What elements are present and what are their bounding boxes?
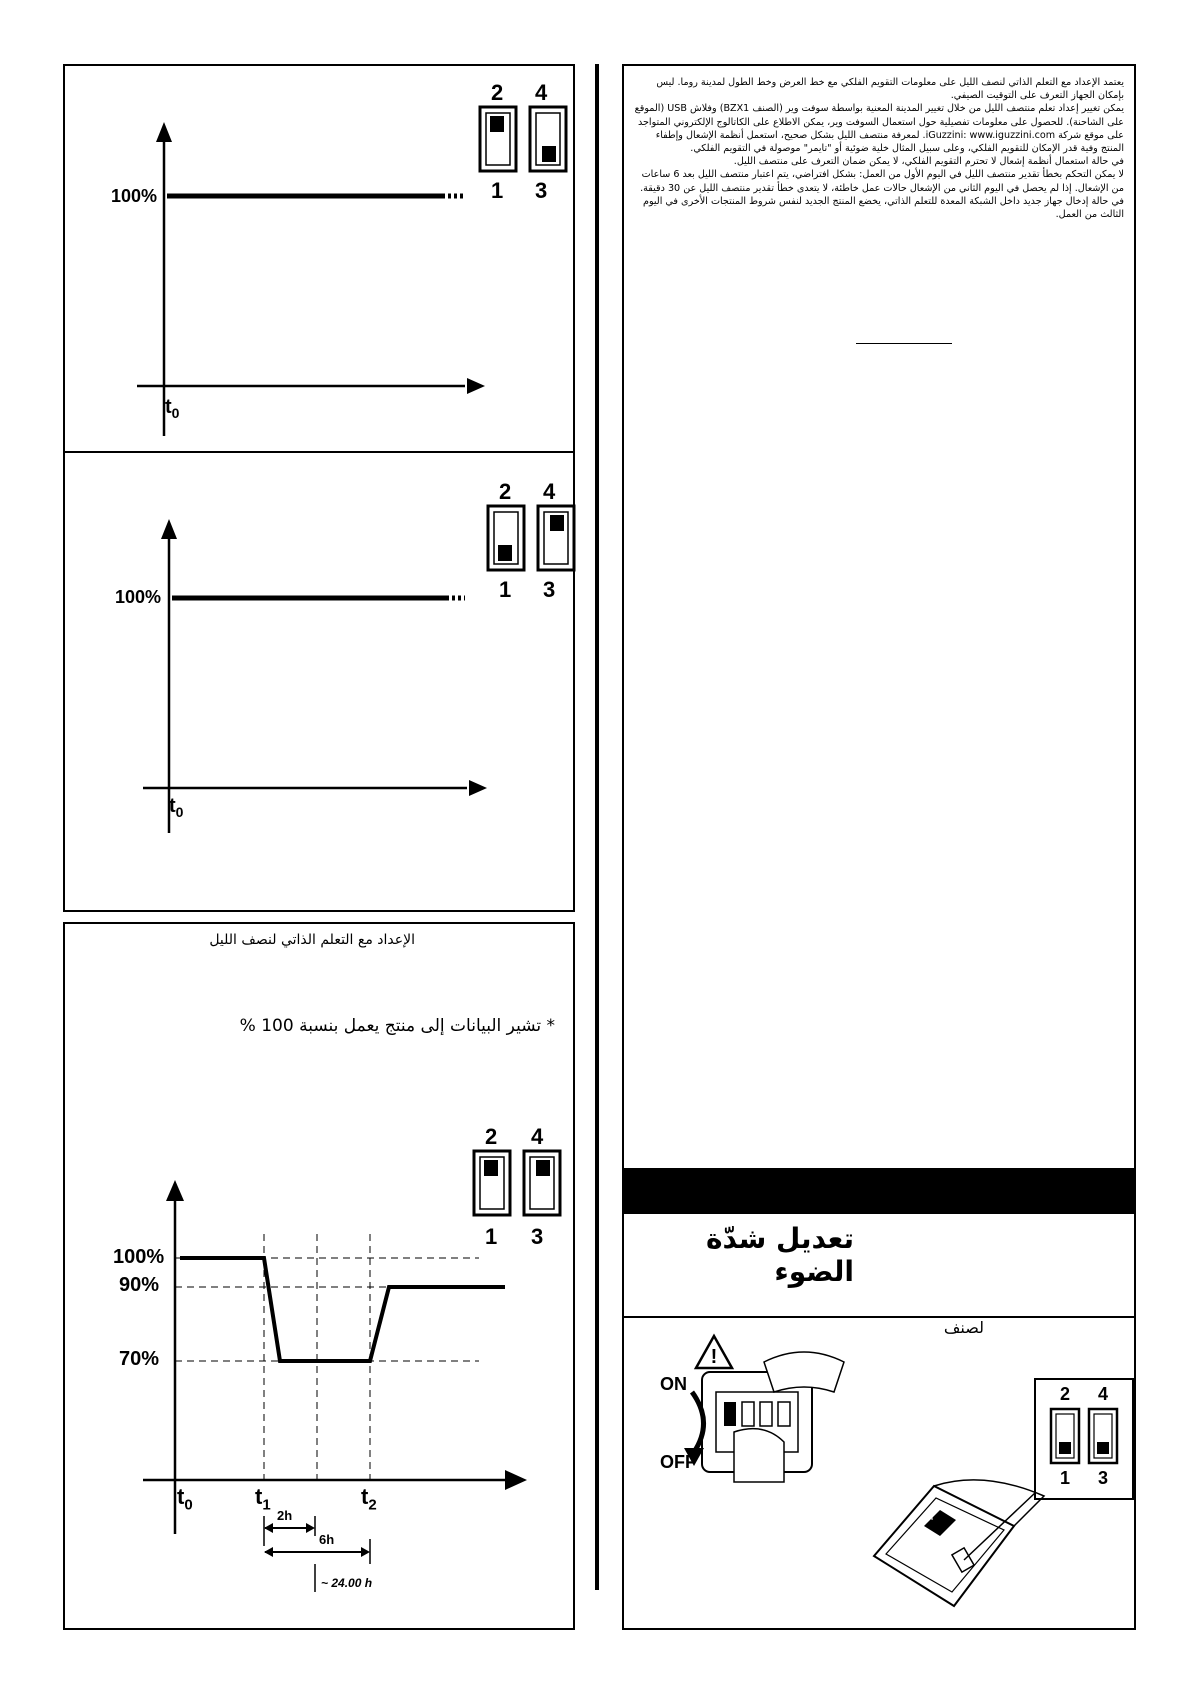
duration-24h: ~ 24.00 h	[321, 1576, 373, 1590]
dip-label-2: 2	[1060, 1384, 1071, 1404]
paragraph-2: يمكن تغيير إعداد تعلم منتصف الليل من خلال تغيير المدينة المعنية بواسطة سوفت وير (الصنف BZX1) وفلاش USB (الموقع على الشاحنة). للحصول على معلومات تفصيلية حول استعمال السوفت وير، يمكن الاطلاع على الكاتالوج الإلكتروني المتواجد على موقع شركة iGuzzini: www.iguzzini.com. لمعرفة منتصف الليل بشكل صحيح، استعمل أنظمة الإشعال وإطفاء المنتج وفية قدر الإمكان للتقويم الفلكي، وعلى سبيل المثال خلية ضوئية أو "تايمر" موصولة في التقويم الفلكي.	[634, 103, 1124, 155]
graph-panel-3	[63, 922, 575, 1630]
t0-label: $t_0$	[177, 1484, 193, 1514]
graph-3	[65, 924, 575, 1630]
module-text: H	[926, 1512, 934, 1523]
panel-title: الإعداد مع التعلم الذاتي لنصف الليل	[209, 932, 415, 948]
sub-label: لصنف	[943, 1318, 984, 1337]
t1-label: $t_1$	[255, 1484, 271, 1514]
y-label-90: 90%	[119, 1274, 160, 1296]
y-label-100: 100%	[113, 1246, 165, 1268]
dip-label-1: 1	[491, 178, 504, 203]
dip-label-1: 1	[1060, 1468, 1071, 1488]
dip-label-2: 2	[485, 1124, 498, 1149]
panel-note: * تشير البيانات إلى منتج يعمل بنسبة 100 %	[239, 1016, 555, 1036]
dip-label-1: 1	[485, 1224, 498, 1249]
graph-panel-1	[63, 64, 575, 453]
dip-label-2: 2	[491, 80, 504, 105]
svg-text:!: !	[710, 1346, 718, 1368]
dip-switch-graphic	[1050, 1408, 1120, 1466]
dip-label-3: 3	[531, 1224, 544, 1249]
y-label-70: 70%	[119, 1348, 160, 1370]
t0-label: $t_0$	[169, 795, 184, 820]
y-label-100: 100%	[115, 587, 162, 607]
t2-label: $t_2$	[361, 1484, 377, 1514]
dip-label-4: 4	[535, 80, 548, 105]
switch-on-label: ON	[660, 1374, 687, 1394]
graph-1	[65, 66, 575, 453]
t0-label: $t_0$	[165, 396, 180, 421]
section-bar	[622, 1168, 1136, 1214]
body-text	[634, 76, 1124, 221]
dip-label-4: 4	[531, 1124, 544, 1149]
dip-label-3: 3	[543, 577, 556, 602]
paragraph-4: لا يمكن التحكم بخطأ تقدير منتصف الليل في اليوم الأول من العمل: بشكل افتراضي، يتم اعتبار منتصف الليل بعد 6 ساعات من الإشعال. إذا لم يحصل في اليوم الثاني من الإشعال حالات عمل خاطئة، لا يتعدى خطأ تقدير منتصف الليل عن 30 دقيقة. في حالة إدخال جهاز جديد داخل الشبكة المعدة للتعلم الذاتي، يخضع المنتج الجديد لنفس شروط المنتجات الأخرى في اليوم الثالث من العمل.	[640, 169, 1124, 221]
paragraph-3: في حالة استعمال أنظمة إشعال لا تحترم التقويم الفلكي، لا يمكن ضمان التعرف على منتصف الليل.	[733, 156, 1124, 168]
dip-label-3: 3	[535, 178, 548, 203]
separator-line	[856, 343, 952, 344]
module-illustration	[864, 1466, 1064, 1626]
dip-label-1: 1	[499, 577, 512, 602]
graph-2	[65, 453, 575, 912]
device-panel	[622, 1316, 1136, 1630]
y-label-100: 100%	[111, 186, 158, 206]
duration-2h: 2h	[277, 1508, 293, 1523]
dip-label-4: 4	[1098, 1384, 1109, 1404]
section-heading: تعديل شدّة الضوء	[706, 1222, 854, 1288]
duration-6h: 6h	[319, 1532, 335, 1547]
paragraph-1: يعتمد الإعداد مع التعلم الذاتي لنصف الليل على معلومات التقويم الفلكي مع خط العرض وخط الطول لمدينة روما. ليس بإمكان الجهاز التعرف على التوقيت الصيفي.	[656, 77, 1124, 102]
text-panel	[622, 64, 1136, 1235]
switch-off-label: OFF	[660, 1452, 696, 1472]
dip-label-3: 3	[1098, 1468, 1109, 1488]
heading-panel	[622, 1212, 1136, 1318]
dip-label-4: 4	[543, 479, 556, 504]
column-divider	[595, 64, 599, 1590]
graph-panel-2	[63, 451, 575, 912]
dip-label-2: 2	[499, 479, 512, 504]
